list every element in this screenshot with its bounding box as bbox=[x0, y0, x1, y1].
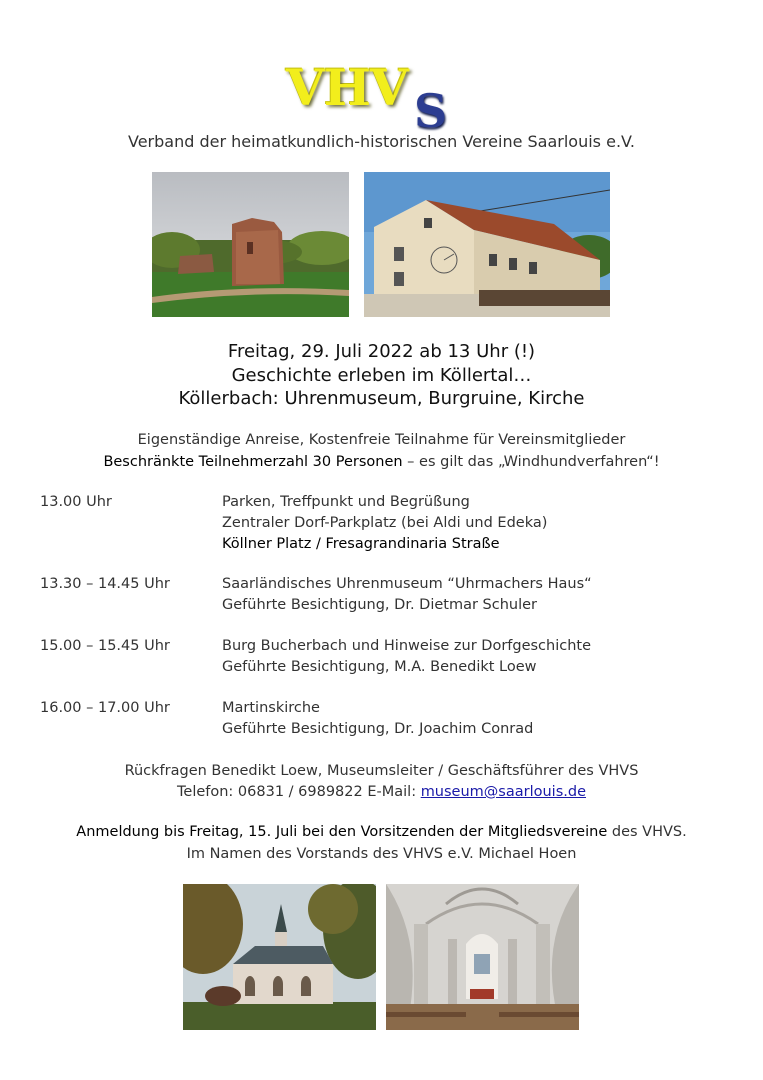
contact-details bbox=[0, 782, 763, 802]
schedule-line: Saarländisches Uhrenmuseum “Uhrmachers Haus“ bbox=[222, 576, 592, 592]
schedule-line: Geführte Besichtigung, M.A. Benedikt Loew bbox=[222, 659, 537, 675]
church-interior-photo bbox=[386, 884, 579, 1030]
schedule-line: Martinskirche bbox=[222, 700, 320, 716]
schedule-description bbox=[222, 698, 533, 740]
vhvs-logo bbox=[280, 58, 470, 138]
info-line-2-rest: – es gilt das „Windhundverfahren“! bbox=[402, 454, 660, 470]
registration-line bbox=[0, 822, 763, 842]
schedule-time: 16.00 – 17.00 Uhr bbox=[40, 700, 170, 716]
info-line-1: Eigenständige Anreise, Kostenfreie Teilnahme für Vereinsmitglieder bbox=[137, 432, 626, 448]
registration-rest: des VHVS. bbox=[607, 824, 687, 840]
clock-museum-photo bbox=[364, 172, 610, 317]
info-line-2 bbox=[0, 452, 763, 472]
event-places: Köllerbach: Uhrenmuseum, Burgruine, Kirche bbox=[178, 388, 585, 409]
phone-text: Telefon: 06831 / 6989822 E-Mail: bbox=[177, 784, 421, 800]
schedule-description bbox=[222, 492, 547, 555]
schedule-line: Köllner Platz / Fresagrandinaria Straße bbox=[222, 536, 500, 552]
schedule-line: Geführte Besichtigung, Dr. Joachim Conrad bbox=[222, 721, 534, 737]
event-date: Freitag, 29. Juli 2022 ab 13 Uhr (!) bbox=[227, 341, 536, 362]
schedule-time: 13.30 – 14.45 Uhr bbox=[40, 576, 170, 592]
event-subtitle: Geschichte erleben im Köllertal… bbox=[231, 365, 532, 386]
logo-text-s: S bbox=[414, 84, 448, 138]
schedule-line: Burg Bucherbach und Hinweise zur Dorfgeschichte bbox=[222, 638, 592, 654]
registration-deadline: Anmeldung bis Freitag, 15. Juli bei den Vorsitzenden der Mitgliedsvereine bbox=[76, 824, 608, 840]
organization-name: Verband der heimatkundlich-historischen Vereine Saarlouis e.V. bbox=[127, 132, 635, 151]
schedule-description bbox=[222, 636, 591, 678]
castle-ruin-photo bbox=[152, 172, 349, 317]
schedule-description bbox=[222, 574, 592, 616]
logo-text-vhv: VHV bbox=[286, 58, 408, 117]
participant-limit: Beschränkte Teilnehmerzahl 30 Personen bbox=[103, 454, 403, 470]
signature-line: Im Namen des Vorstands des VHVS e.V. Michael Hoen bbox=[186, 846, 577, 862]
schedule-line: Zentraler Dorf-Parkplatz (bei Aldi und Edeka) bbox=[222, 515, 548, 531]
schedule-line: Geführte Besichtigung, Dr. Dietmar Schuler bbox=[222, 597, 538, 613]
contact-line: Rückfragen Benedikt Loew, Museumsleiter / Geschäftsführer des VHVS bbox=[124, 763, 639, 779]
schedule-line: Parken, Treffpunkt und Begrüßung bbox=[222, 494, 470, 510]
church-exterior-photo bbox=[183, 884, 376, 1030]
email-link[interactable]: museum@saarlouis.de bbox=[420, 784, 586, 800]
schedule-time: 15.00 – 15.45 Uhr bbox=[40, 638, 170, 654]
schedule-time: 13.00 Uhr bbox=[40, 494, 112, 510]
